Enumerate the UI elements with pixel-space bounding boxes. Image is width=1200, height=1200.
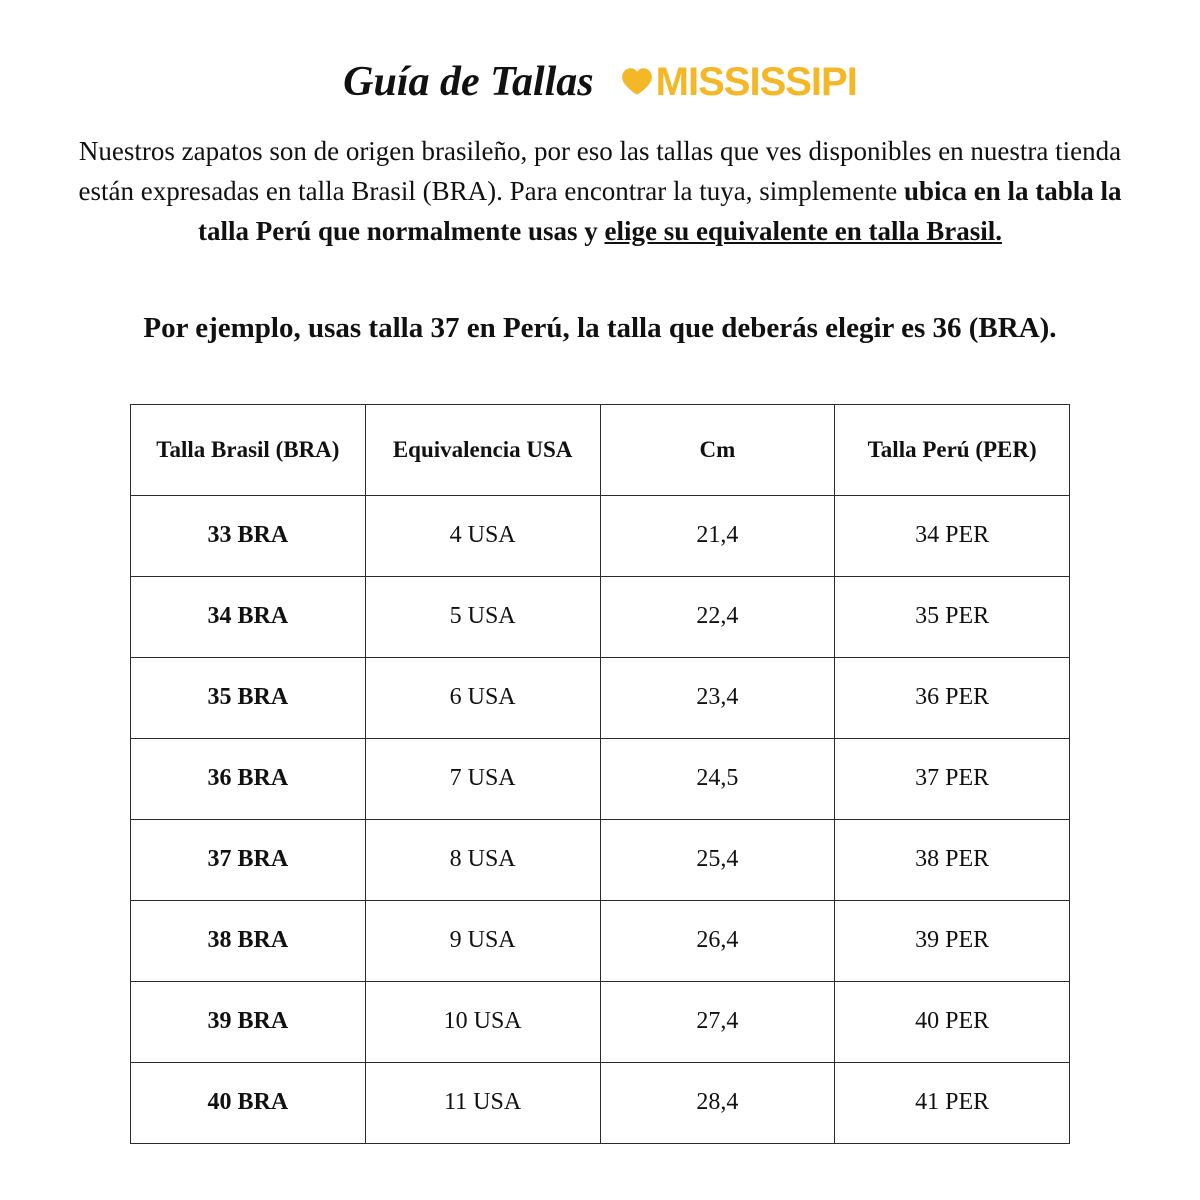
- cell-per: 39 PER: [835, 900, 1070, 981]
- cell-cm: 24,5: [600, 738, 835, 819]
- intro-paragraph: [70, 132, 1130, 252]
- cell-bra: 39 BRA: [131, 981, 366, 1062]
- cell-bra: 38 BRA: [131, 900, 366, 981]
- cell-cm: 22,4: [600, 576, 835, 657]
- table-row: [131, 981, 1070, 1062]
- example-paragraph: Por ejemplo, usas talla 37 en Perú, la talla que deberás elegir es 36 (BRA).: [143, 311, 1057, 344]
- page-title: Guía de Tallas: [343, 59, 594, 105]
- cell-usa: 10 USA: [365, 981, 600, 1062]
- cell-cm: 28,4: [600, 1062, 835, 1143]
- cell-usa: 7 USA: [365, 738, 600, 819]
- page-header: [0, 0, 1200, 106]
- cell-bra: 35 BRA: [131, 657, 366, 738]
- intro-text-underlined: elige su equivalente en talla Brasil.: [604, 215, 1002, 246]
- size-table-body: [131, 495, 1070, 1143]
- column-header-usa: Equivalencia USA: [365, 404, 600, 495]
- table-row: [131, 495, 1070, 576]
- column-header-bra: Talla Brasil (BRA): [131, 404, 366, 495]
- table-row: [131, 657, 1070, 738]
- cell-usa: 5 USA: [365, 576, 600, 657]
- cell-per: 37 PER: [835, 738, 1070, 819]
- table-row: [131, 738, 1070, 819]
- cell-usa: 8 USA: [365, 819, 600, 900]
- cell-per: 36 PER: [835, 657, 1070, 738]
- brand-name: MISSISSIPI: [655, 60, 857, 104]
- size-table: [130, 404, 1070, 1144]
- table-row: [131, 900, 1070, 981]
- cell-per: 34 PER: [835, 495, 1070, 576]
- intro-text-bold: ubica en la tabla la talla Perú que normalmente usas y: [198, 175, 1122, 246]
- cell-bra: 36 BRA: [131, 738, 366, 819]
- column-header-per: Talla Perú (PER): [835, 404, 1070, 495]
- table-row: [131, 819, 1070, 900]
- cell-cm: 23,4: [600, 657, 835, 738]
- table-header-row: [131, 404, 1070, 495]
- brand-logo: [620, 62, 857, 102]
- cell-cm: 26,4: [600, 900, 835, 981]
- cell-usa: 6 USA: [365, 657, 600, 738]
- cell-usa: 4 USA: [365, 495, 600, 576]
- cell-per: 35 PER: [835, 576, 1070, 657]
- table-row: [131, 1062, 1070, 1143]
- cell-per: 40 PER: [835, 981, 1070, 1062]
- cell-bra: 33 BRA: [131, 495, 366, 576]
- size-table-container: [130, 404, 1070, 1144]
- cell-per: 38 PER: [835, 819, 1070, 900]
- size-table-head: [131, 404, 1070, 495]
- cell-bra: 34 BRA: [131, 576, 366, 657]
- cell-per: 41 PER: [835, 1062, 1070, 1143]
- cell-cm: 21,4: [600, 495, 835, 576]
- cell-bra: 37 BRA: [131, 819, 366, 900]
- heart-icon: [620, 65, 654, 99]
- cell-usa: 9 USA: [365, 900, 600, 981]
- table-row: [131, 576, 1070, 657]
- cell-bra: 40 BRA: [131, 1062, 366, 1143]
- column-header-cm: Cm: [600, 404, 835, 495]
- cell-cm: 27,4: [600, 981, 835, 1062]
- cell-usa: 11 USA: [365, 1062, 600, 1143]
- cell-cm: 25,4: [600, 819, 835, 900]
- intro-text-plain: Nuestros zapatos son de origen brasileño, por eso las tallas que ves disponibles en nuestra tienda están expresadas en talla Brasil (BRA). Para encontrar la tuya, simplemente: [78, 136, 1122, 206]
